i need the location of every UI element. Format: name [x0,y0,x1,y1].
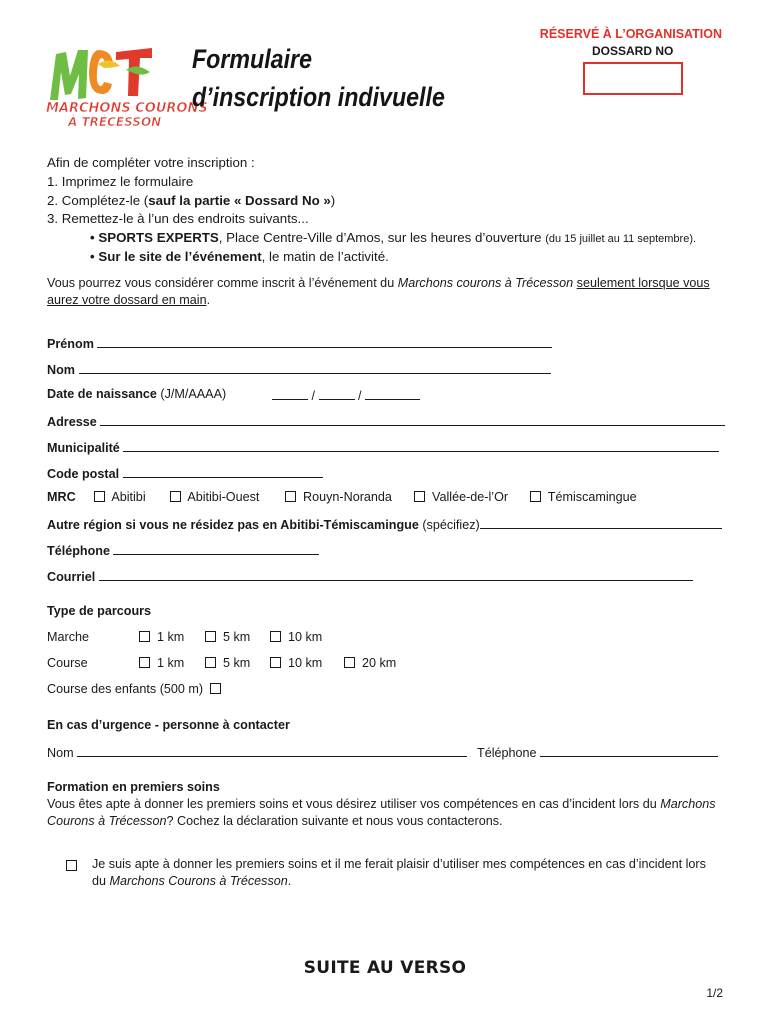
mrc-option-rouyn-noranda[interactable]: Rouyn-Noranda [285,490,392,504]
marche-10km[interactable]: 10 km [270,630,322,644]
telephone-line[interactable] [113,542,319,555]
secours-text-line1: Vous êtes apte à donner les premiers soins et vous désirez utiliser vos compétences en cas d’incident lors du Marchons [47,797,716,811]
secours-heading: Formation en premiers soins [47,780,220,794]
checkbox[interactable] [170,491,181,502]
urgence-nom: Nom [47,744,467,760]
mrc-option-abitibi-ouest[interactable]: Abitibi-Ouest [170,490,259,504]
marche-5km[interactable]: 5 km [205,630,250,644]
field-courriel: Courriel [47,568,693,584]
mrc-option-abitibi[interactable]: Abitibi [94,490,146,504]
instruction-step-3: 3. Remettez-le à l’un des endroits suivants... [47,211,309,226]
svg-text:À TRÉCESSON: À TRÉCESSON [68,115,162,129]
course-label: Course [47,656,88,670]
course-1km[interactable]: 1 km [139,656,184,670]
field-municipalite: Municipalité [47,439,719,455]
secours-declaration-line2: du Marchons Courons à Trécesson. [92,874,292,888]
svg-text:MARCHONS COURONS: MARCHONS COURONS [46,101,208,116]
form-title-line2: d’inscription indivuelle [192,82,445,112]
checkbox[interactable] [205,657,216,668]
secours-declaration-line1: Je suis apte à donner les premiers soins et il me ferait plaisir d’utiliser mes compétences en cas d’incident lors [92,857,706,871]
code-postal-line[interactable] [123,465,323,478]
reserved-label: RÉSERVÉ À L’ORGANISATION [539,27,722,41]
marche-label: Marche [47,630,89,644]
location-event-site: • Sur le site de l’événement, le matin de l’activité. [90,249,389,264]
field-code-postal: Code postal [47,465,323,481]
dossard-label: DOSSARD NO [592,44,674,58]
checkbox[interactable] [139,631,150,642]
event-logo [40,42,208,130]
dossard-number-box [583,62,683,95]
secours-text-line2: Courons à Trécesson? Cochez la déclaration suivante et nous vous contacterons. [47,814,503,828]
adresse-line[interactable] [100,413,725,426]
notice-line2: aurez votre dossard en main. [47,293,211,307]
urgence-nom-line[interactable] [77,744,467,757]
field-prenom: Prénom [47,335,552,351]
checkbox[interactable] [285,491,296,502]
location-sports-experts: • SPORTS EXPERTS, Place Centre-Ville d’Amos, sur les heures d’ouverture (du 15 juillet au 11 septembre). [90,230,697,245]
field-nom: Nom [47,361,551,377]
secours-declaration-checkbox[interactable] [66,857,77,875]
course-enfants[interactable]: Course des enfants (500 m) [47,682,221,696]
checkbox[interactable] [344,657,355,668]
checkbox[interactable] [139,657,150,668]
checkbox[interactable] [94,491,105,502]
field-date-naissance: Date de naissance (J/M/AAAA) [47,387,227,401]
checkbox[interactable] [205,631,216,642]
form-title-line1: Formulaire [192,44,313,74]
field-adresse: Adresse [47,413,725,429]
checkbox[interactable] [270,631,281,642]
autre-region-line[interactable] [480,516,722,529]
checkbox[interactable] [530,491,541,502]
checkbox[interactable] [270,657,281,668]
page-number: 1/2 [706,986,723,1000]
checkbox[interactable] [210,683,221,694]
mrc-option-vallee-de-lor[interactable]: Vallée-de-l’Or [414,490,508,504]
parcours-heading: Type de parcours [47,604,152,618]
courriel-line[interactable] [99,568,693,581]
field-telephone: Téléphone [47,542,319,558]
instruction-step-1: 1. Imprimez le formulaire [47,174,194,189]
nom-line[interactable] [79,361,551,374]
urgence-telephone: Téléphone [477,744,718,760]
mrc-option-temiscamingue[interactable]: Témiscamingue [530,490,637,504]
field-mrc: MRC [47,490,76,504]
municipalite-line[interactable] [123,439,719,452]
suite-au-verso: SUITE AU VERSO [303,958,467,978]
instruction-step-2: 2. Complétez-le (sauf la partie « Dossard No ») [47,193,336,208]
date-entry[interactable]: / / [272,387,420,403]
checkbox[interactable] [414,491,425,502]
course-10km[interactable]: 10 km [270,656,322,670]
course-5km[interactable]: 5 km [205,656,250,670]
urgence-telephone-line[interactable] [540,744,718,757]
notice-line1: Vous pourrez vous considérer comme inscrit à l’événement du Marchons courons à Trécesson seulement lorsque vous [47,276,710,290]
prenom-line[interactable] [97,335,552,348]
instructions-intro: Afin de compléter votre inscription : [47,155,255,170]
marche-1km[interactable]: 1 km [139,630,184,644]
urgence-heading: En cas d’urgence - personne à contacter [47,718,290,732]
course-20km[interactable]: 20 km [344,656,396,670]
field-autre-region: Autre région si vous ne résidez pas en Abitibi-Témiscamingue (spécifiez) [47,516,722,532]
